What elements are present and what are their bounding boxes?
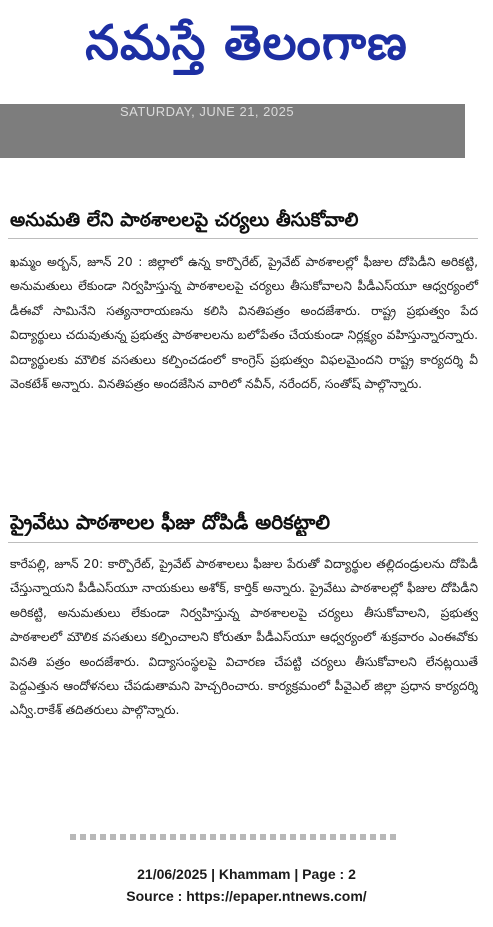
newspaper-logo: నమస్తే తెలంగాణ [85, 15, 408, 71]
cropped-text-edge [70, 834, 400, 840]
article-1-headline: అనుమతి లేని పాఠశాలలపై చర్యలు తీసుకోవాలి [10, 209, 359, 231]
date-band [0, 104, 465, 158]
divider [8, 542, 478, 543]
article-1-body: ఖమ్మం అర్బన్, జూన్ 20 : జిల్లాలో ఉన్న కార్పొరేట్, ప్రైవేట్ పాఠశాలల్లో ఫీజుల దోపిడీని అరికట్టి, అనుమతులు లేకుండా నిర్వహిస్తున్న పాఠశాలలపై చర్యలు తీసుకోవాలని పీడీఎస్‌యూ ఆధ్వర్యంలో డీఈవో సామినేని సత్యనారాయణను కలిసి వినతిపత్రం అందజేశారు. రాష్ట్ర ప్రభుత్వం పేద విద్యార్థులు చదువుతున్న ప్రభుత్వ పాఠశాలలను బలోపేతం చేయకుండా నిర్లక్ష్యం వహిస్తున్నారన్నారు. విద్యార్థులకు మౌలిక వసతులు కల్పించడంలో కాంగ్రెస్ ప్రభుత్వం విఫలమైందని రాష్ట్ర కార్యదర్శి వీ వెంకటేశ్ అన్నారు. వినతిపత్రం అందజేసిన వారిలో నవీన్, నరేందర్, సంతోష్ పాల్గొన్నారు. [10, 255, 478, 392]
divider [8, 238, 478, 239]
footer-page-info: 21/06/2025 | Khammam | Page : 2 [137, 866, 356, 882]
masthead [0, 0, 493, 104]
article-2-headline: ప్రైవేటు పాఠశాలల ఫీజు దోపిడీ అరికట్టాలి [10, 510, 331, 534]
article-2-body: కారేపల్లి, జూన్ 20: కార్పొరేట్, ప్రైవేట్ పాఠశాలలు ఫీజుల పేరుతో విద్యార్థుల తల్లిదండ్రులను దోపిడీ చేస్తున్నాయని పీడీఎస్‌యూ నాయకులు అశోక్, కార్తిక్ అన్నారు. ప్రైవేటు పాఠశాలల్లో ఫీజుల దోపిడీని అరికట్టి, అనుమతులు లేకుండా నిర్వహిస్తున్న పాఠశాలలపై చర్యలు తీసుకోవాలని, ప్రభుత్వ పాఠశాలలో మౌలిక వసతులు కల్పించాలని కోరుతూ పీడీఎస్‌యూ ఆధ్వర్యంలో శుక్రవారం ఎంఈవోకు వినతి పత్రం అందజేశారు. విద్యాసంస్థలపై విచారణ చేపట్టి చర్యలు తీసుకోవాలని లేనట్లయితే పెద్దఎత్తున ఆందోళనలు చేపడుతామని హెచ్చరించారు. కార్యక్రమంలో పీవైఎల్ జిల్లా ప్రధాన కార్యదర్శి ఎన్వీ.రాకేశ్ తదితరులు పాల్గొన్నారు. [10, 557, 478, 718]
footer-source: Source : https://epaper.ntnews.com/ [126, 888, 367, 904]
date-line: SATURDAY, JUNE 21, 2025 [120, 104, 295, 119]
